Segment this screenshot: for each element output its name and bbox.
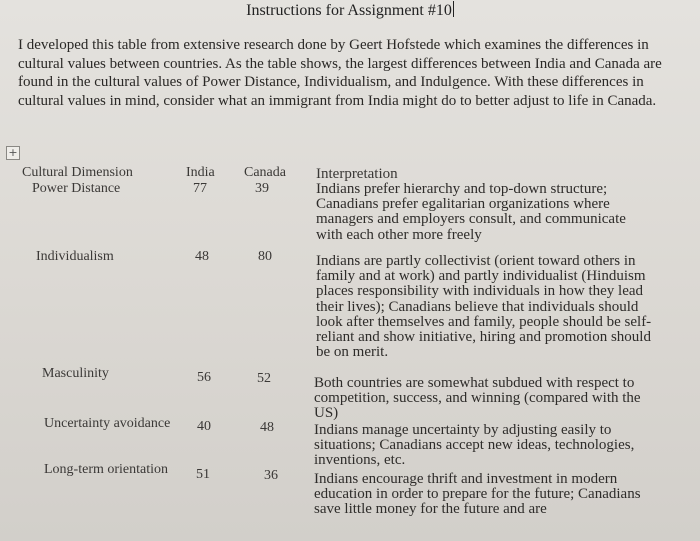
row-canada-masculinity: 52: [257, 371, 271, 386]
row-india-long-term-orientation: 51: [196, 467, 210, 482]
row-interpretation-masculinity: Both countries are somewhat subdued with respect to competition, success, and winning (compared with the US): [314, 375, 641, 422]
row-canada-power-distance: 39: [255, 181, 269, 196]
intro-paragraph: I developed this table from extensive research done by Geert Hofstede which examines the differences in cultural values between countries. As the table shows, the largest differences between India and Canada are found in the cultural values of Power Distance, Individualism, and Indulgence. With these differences in cultural values in mind, consider what an immigrant from India might do to better adjust to life in Canada.: [18, 37, 662, 109]
row-dimension-power-distance: Power Distance: [32, 181, 121, 196]
row-dimension-long-term-orientation: Long-term orientation: [44, 462, 169, 477]
header-dimension: Cultural Dimension: [22, 165, 133, 180]
table-move-handle-icon[interactable]: +: [6, 146, 20, 160]
row-india-masculinity: 56: [197, 370, 211, 385]
row-interpretation-uncertainty-avoidance: Indians manage uncertainty by adjusting easily to situations; Canadians accept new ideas, technologies, inventions, etc.: [314, 422, 635, 469]
row-india-power-distance: 77: [193, 181, 207, 196]
row-interpretation-power-distance: Indians prefer hierarchy and top-down structure; Canadians prefer egalitarian organizations where managers and employers consult, and communicate with each other more freely: [316, 181, 626, 243]
row-dimension-individualism: Individualism: [36, 249, 114, 264]
row-india-individualism: 48: [195, 249, 209, 264]
header-canada: Canada: [244, 165, 286, 180]
row-interpretation-individualism: Indians are partly collectivist (orient toward others in family and at work) and partly individualist (Hinduism places responsibility with individuals in how they lead their lives); Canadians believe that individuals should look after themselves and family, people should be self-reliant and show initiative, hiring and promotion should be on merit.: [316, 253, 652, 361]
row-dimension-uncertainty-avoidance: Uncertainty avoidance: [44, 416, 171, 431]
row-canada-individualism: 80: [258, 249, 272, 264]
header-india: India: [186, 165, 215, 180]
header-interpretation: Interpretation: [316, 166, 398, 182]
row-dimension-masculinity: Masculinity: [42, 366, 109, 381]
row-india-uncertainty-avoidance: 40: [197, 419, 211, 434]
row-canada-long-term-orientation: 36: [264, 468, 278, 483]
row-interpretation-long-term-orientation: Indians encourage thrift and investment in modern education in order to prepare for the future; Canadians save little money for the future and are: [314, 471, 641, 518]
document-title: Instructions for Assignment #10: [246, 2, 452, 19]
text-cursor: [453, 1, 454, 17]
row-canada-uncertainty-avoidance: 48: [260, 420, 274, 435]
